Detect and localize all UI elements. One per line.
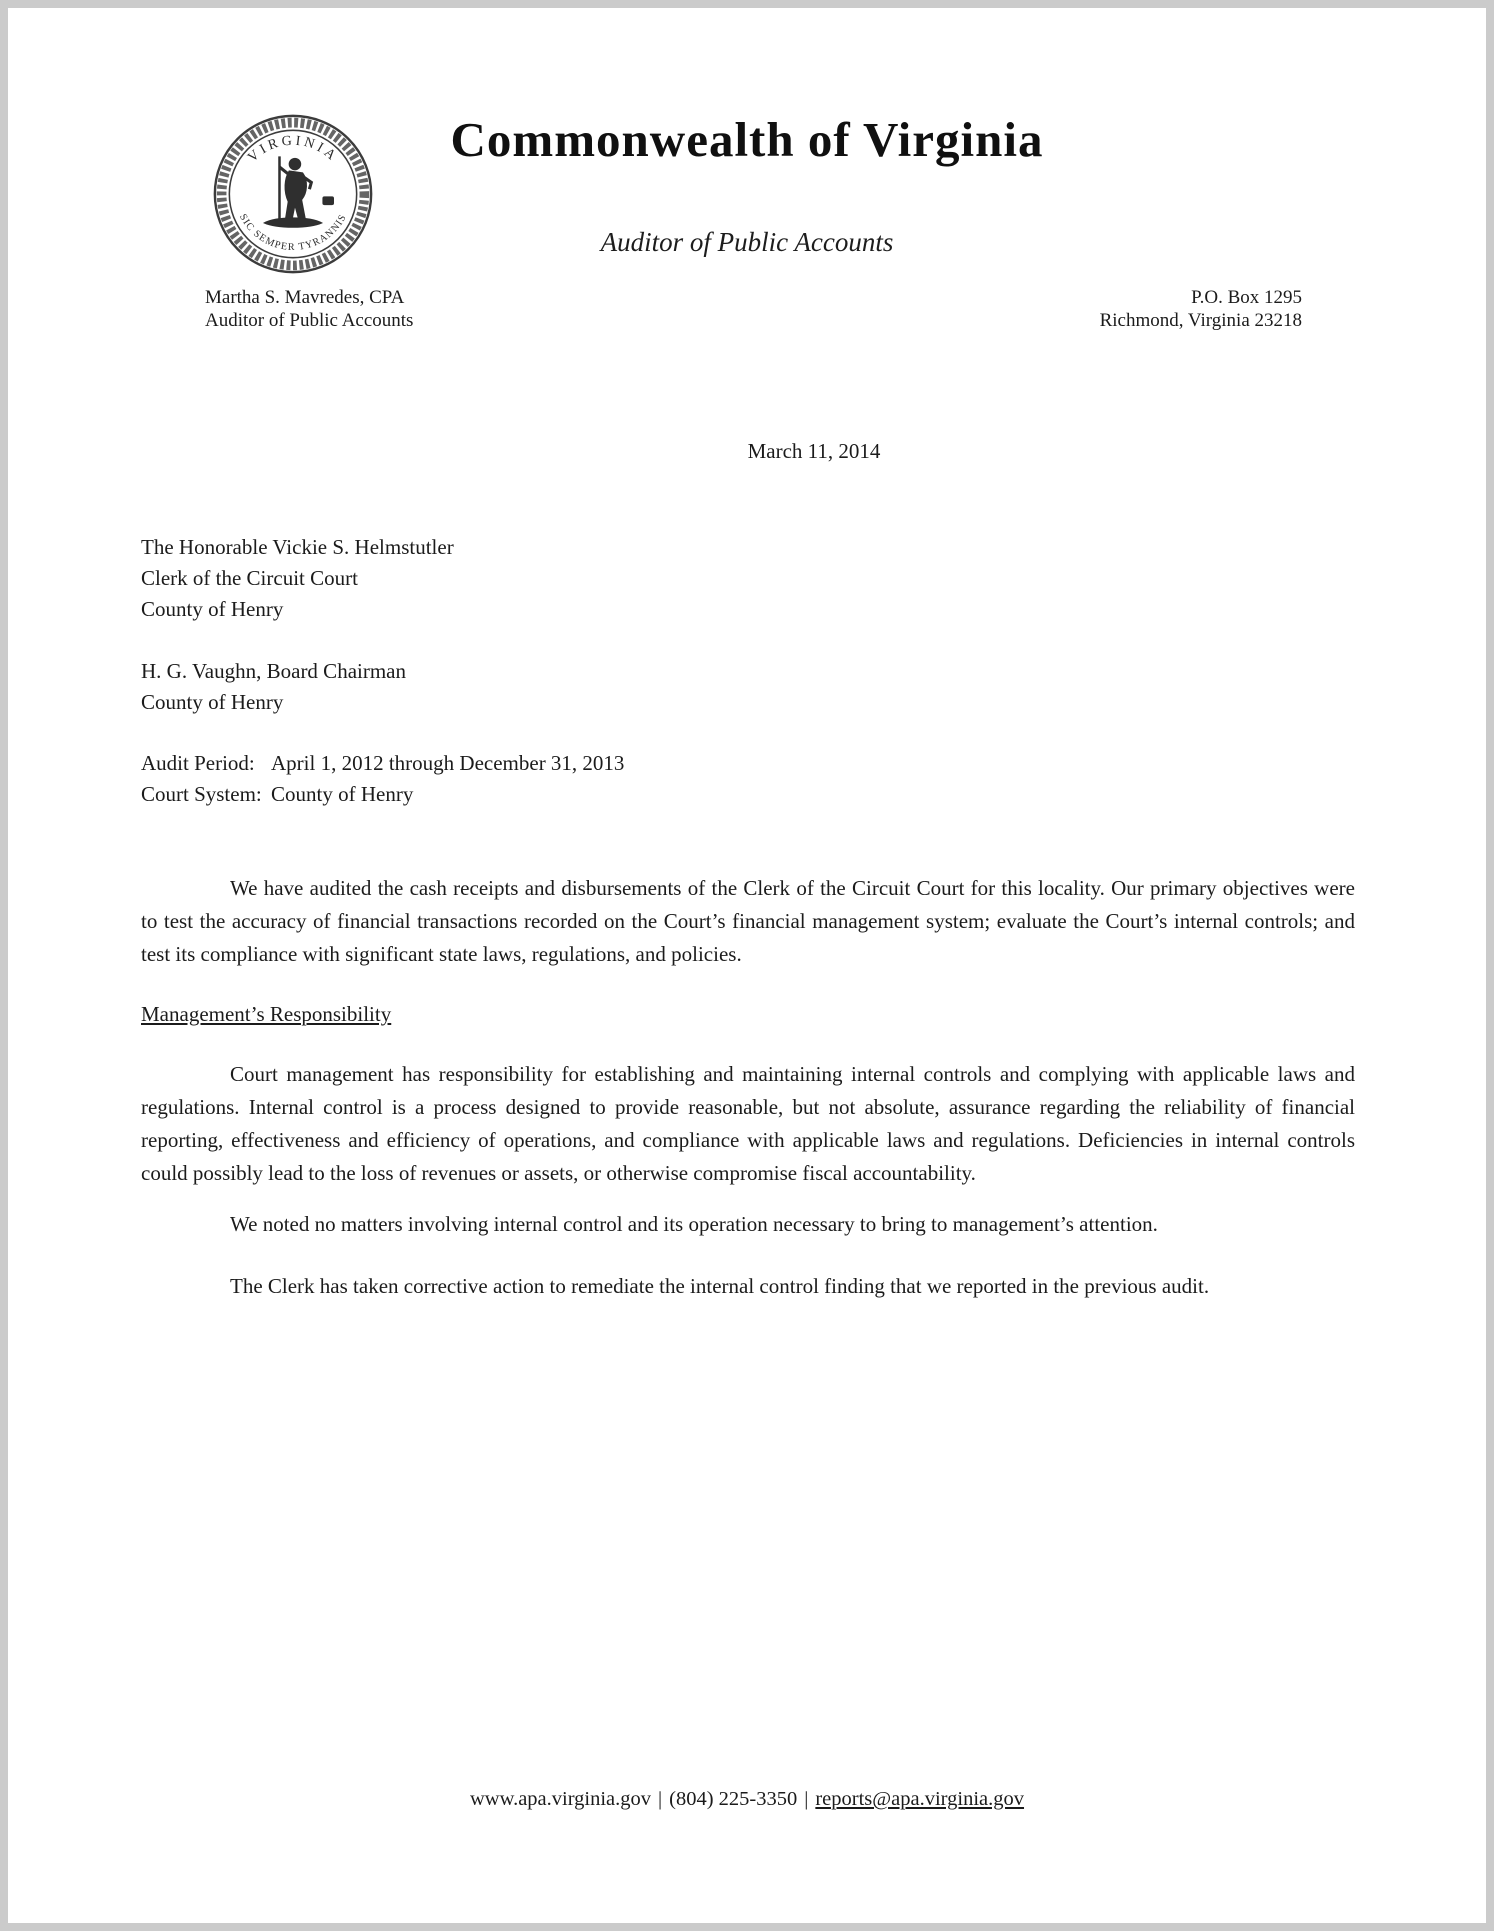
footer-separator: | [804, 1788, 809, 1810]
org-subtitle: Auditor of Public Accounts [600, 227, 894, 257]
footer-website: www.apa.virginia.gov [469, 1788, 652, 1810]
letter-date: March 11, 2014 [747, 439, 881, 463]
paragraph-management-responsibility: Court management has responsibility for establishing and maintaining internal controls and complying with applicable laws and regulations. Internal control is a process designed to provide reasonable, but not absolute, assurance regarding the reliability of financial reporting, effectiveness and efficiency of operations, and compliance with applicable laws and regulations. Deficiencies in internal controls could possibly lead to the loss of revenues or assets, or otherwise compromise fiscal accountability. [141, 1062, 1355, 1185]
recipient-block-chairman [141, 656, 1355, 718]
address-city: Richmond, Virginia 23218 [1099, 310, 1302, 331]
virginia-state-seal-icon [211, 108, 375, 280]
office-address-block [1100, 286, 1302, 332]
address-po-box: P.O. Box 1295 [1191, 287, 1302, 308]
court-system-label: Court System: [141, 782, 262, 806]
seal-top-text: VIRGINIA [245, 133, 341, 166]
footer-separator: | [658, 1788, 663, 1810]
recipient-name: H. G. Vaughn, Board Chairman [141, 659, 406, 683]
header-contact-row [205, 286, 1302, 332]
footer-phone: (804) 225-3350 [669, 1788, 798, 1810]
auditor-name: Martha S. Mavredes, CPA [205, 287, 405, 308]
audit-period-value: April 1, 2012 through December 31, 2013 [271, 751, 625, 775]
paragraph-no-matters-noted: We noted no matters involving internal control and its operation necessary to bring to management’s attention. [230, 1212, 1158, 1236]
paragraph-audit-intro: We have audited the cash receipts and disbursements of the Clerk of the Circuit Court for this locality. Our primary objectives were to test the accuracy of financial transactions recorded on the Court’s financial management system; evaluate the Court’s internal controls; and test its compliance with significant state laws, regulations, and policies. [141, 876, 1355, 966]
audit-period-label: Audit Period: [141, 751, 255, 775]
footer-email-link[interactable]: reports@apa.virginia.gov [815, 1788, 1025, 1810]
auditor-title: Auditor of Public Accounts [205, 310, 414, 331]
paragraph-corrective-action: The Clerk has taken corrective action to remediate the internal control finding that we reported in the previous audit. [230, 1274, 1210, 1298]
auditor-identity-block [205, 286, 413, 332]
org-title: Commonwealth of Virginia [450, 112, 1044, 167]
seal-bottom-text: SIC SEMPER TYRANNIS [236, 212, 350, 253]
audit-period-row [141, 748, 1355, 779]
recipient-name: The Honorable Vickie S. Helmstutler [141, 535, 454, 559]
recipient-locality: County of Henry [141, 690, 284, 714]
section-heading-managements-responsibility: Management’s Responsibility [141, 1002, 392, 1026]
audit-meta-block [141, 748, 1355, 810]
court-system-row [141, 779, 1355, 810]
recipient-locality: County of Henry [141, 597, 284, 621]
court-system-value: County of Henry [271, 782, 414, 806]
letter-footer [8, 1786, 1486, 1812]
recipient-title: Clerk of the Circuit Court [141, 566, 358, 590]
seal-virtus-figure [264, 156, 333, 227]
recipient-block-clerk [141, 532, 1355, 625]
